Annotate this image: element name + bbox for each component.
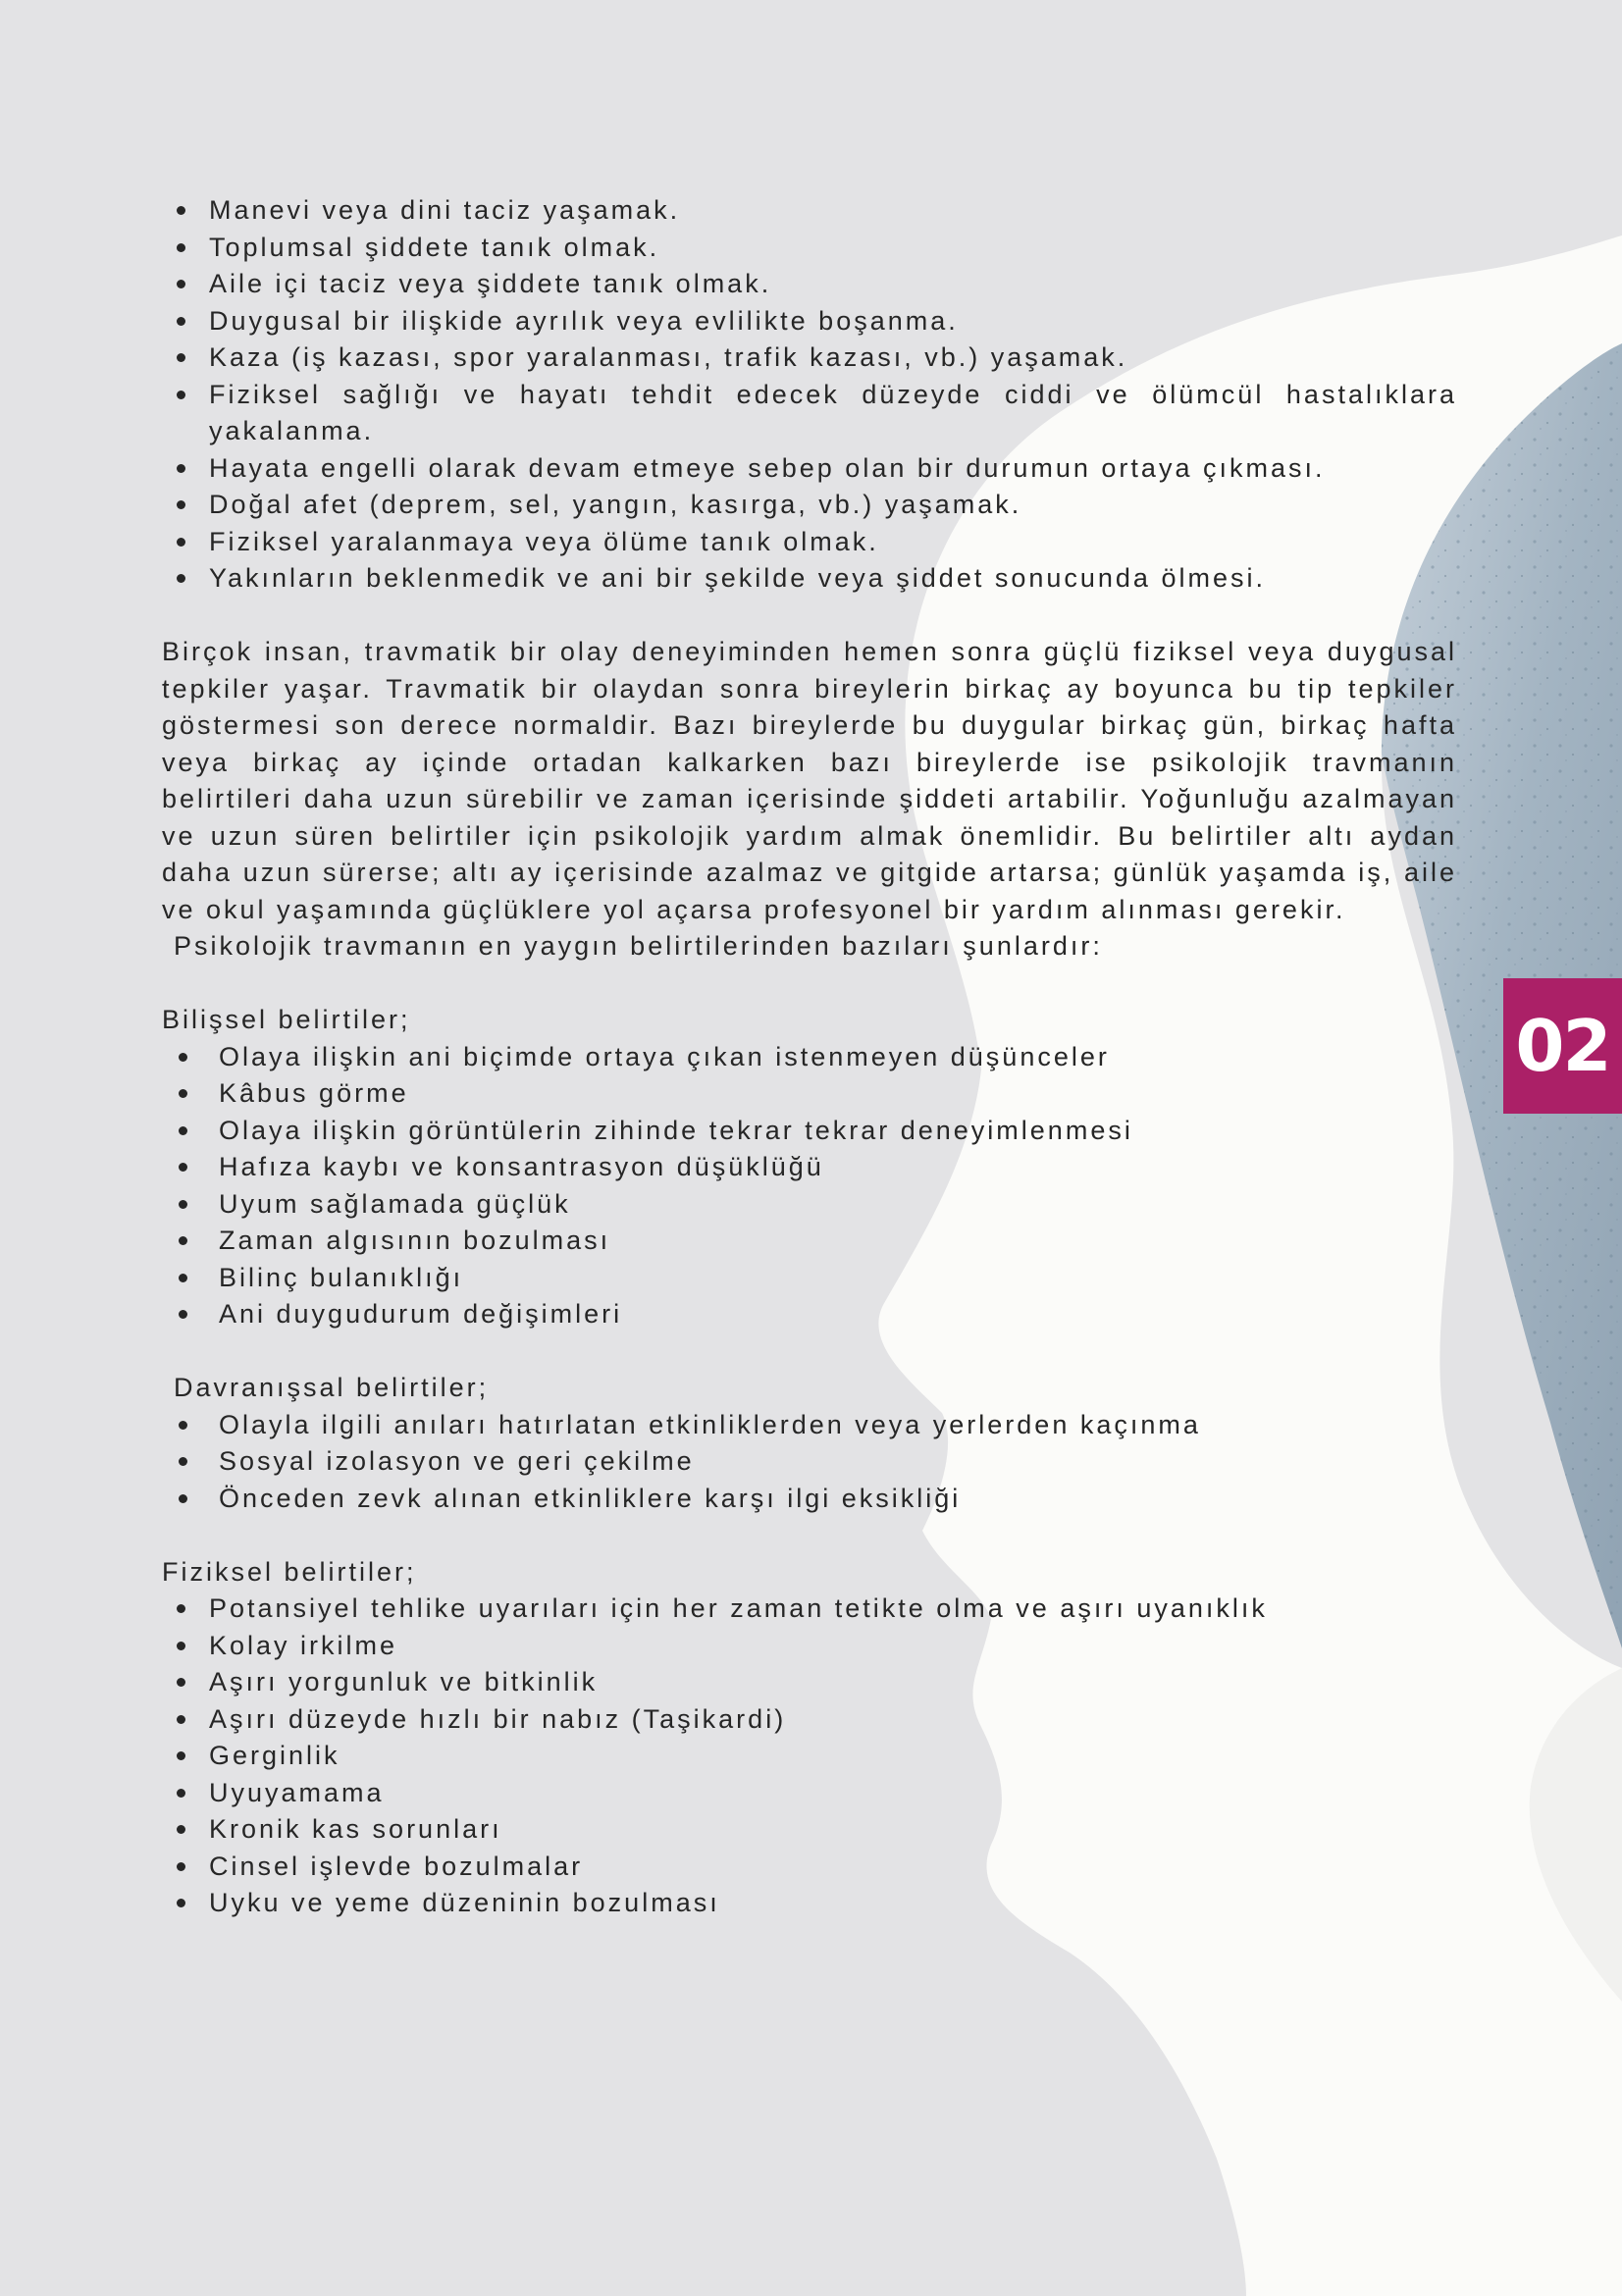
list-item: Potansiyel tehlike uyarıları için her zaman tetikte olma ve aşırı uyanıklık — [162, 1591, 1457, 1628]
list-item: Cinsel işlevde bozulmalar — [162, 1849, 1457, 1886]
list-item: Sosyal izolasyon ve geri çekilme — [162, 1443, 1457, 1481]
list-item: Toplumsal şiddete tanık olmak. — [162, 230, 1457, 267]
list-item: Uyuyamama — [162, 1775, 1457, 1812]
list-item: Hayata engelli olarak devam etmeye sebep olan bir durumun ortaya çıkması. — [162, 450, 1457, 488]
list-item: Fiziksel sağlığı ve hayatı tehdit edecek düzeyde ciddi ve ölümcül hastalıklara yakalanma. — [162, 377, 1457, 450]
list-item: Kâbus görme — [162, 1075, 1457, 1113]
list-item: Kolay irkilme — [162, 1628, 1457, 1665]
document-content — [162, 192, 1457, 1922]
list-item: Manevi veya dini taciz yaşamak. — [162, 192, 1457, 230]
behavioral-symptoms-list — [162, 1407, 1457, 1518]
list-item: Olayla ilgili anıları hatırlatan etkinliklerden veya yerlerden kaçınma — [162, 1407, 1457, 1444]
page-number-badge: 02 — [1503, 978, 1622, 1114]
list-item: Uyku ve yeme düzeninin bozulması — [162, 1885, 1457, 1922]
list-item: Gerginlik — [162, 1738, 1457, 1775]
list-item: Fiziksel yaralanmaya veya ölüme tanık olmak. — [162, 524, 1457, 561]
list-item: Kaza (iş kazası, spor yaralanması, trafik kazası, vb.) yaşamak. — [162, 339, 1457, 377]
list-item: Zaman algısının bozulması — [162, 1223, 1457, 1260]
list-item: Yakınların beklenmedik ve ani bir şekilde veya şiddet sonucunda ölmesi. — [162, 560, 1457, 598]
list-item: Uyum sağlamada güçlük — [162, 1186, 1457, 1224]
intro-line: Psikolojik travmanın en yaygın belirtilerinden bazıları şunlardır: — [174, 931, 1103, 961]
physical-heading: Fiziksel belirtiler; — [162, 1556, 417, 1587]
list-item: Bilinç bulanıklığı — [162, 1260, 1457, 1297]
physical-symptoms-list — [162, 1591, 1457, 1922]
list-item: Aile içi taciz veya şiddete tanık olmak. — [162, 266, 1457, 303]
body-paragraph: Birçok insan, travmatik bir olay deneyiminden hemen sonra güçlü fiziksel veya duygusal tepkiler yaşar. Travmatik bir olaydan sonra bireylerin birkaç ay boyunca bu tip tepkiler göstermesi son derece normaldir. Bazı bireylerde bu duygular birkaç gün, birkaç hafta veya birkaç ay içinde ortadan kalkarken bazı bireylerde ise psikolojik travmanın belirtileri daha uzun sürebilir ve zaman içerisinde şiddeti artabilir. Yoğunluğu azalmayan ve uzun süren belirtiler için psikolojik yardım almak önemlidir. Bu belirtiler altı aydan daha uzun sürerse; altı ay içerisinde azalmaz ve gitgide artarsa; günlük yaşamda iş, aile ve okul yaşamında güçlüklere yol açarsa profesyonel bir yardım alınması gerekir. — [162, 637, 1457, 924]
list-item: Doğal afet (deprem, sel, yangın, kasırga, vb.) yaşamak. — [162, 487, 1457, 524]
list-item: Olaya ilişkin görüntülerin zihinde tekrar tekrar deneyimlenmesi — [162, 1113, 1457, 1150]
list-item: Aşırı düzeyde hızlı bir nabız (Taşikardi) — [162, 1701, 1457, 1739]
list-item: Aşırı yorgunluk ve bitkinlik — [162, 1664, 1457, 1701]
list-item: Duygusal bir ilişkide ayrılık veya evlilikte boşanma. — [162, 303, 1457, 340]
cognitive-heading: Bilişsel belirtiler; — [162, 1005, 411, 1034]
behavioral-heading: Davranışsal belirtiler; — [174, 1373, 490, 1402]
list-item: Hafıza kaybı ve konsantrasyon düşüklüğü — [162, 1149, 1457, 1186]
list-item: Önceden zevk alınan etkinliklere karşı ilgi eksikliği — [162, 1481, 1457, 1518]
cognitive-symptoms-list — [162, 1039, 1457, 1333]
list-item: Ani duygudurum değişimleri — [162, 1296, 1457, 1333]
trauma-causes-list — [162, 192, 1457, 598]
list-item: Kronik kas sorunları — [162, 1811, 1457, 1849]
list-item: Olaya ilişkin ani biçimde ortaya çıkan istenmeyen düşünceler — [162, 1039, 1457, 1076]
